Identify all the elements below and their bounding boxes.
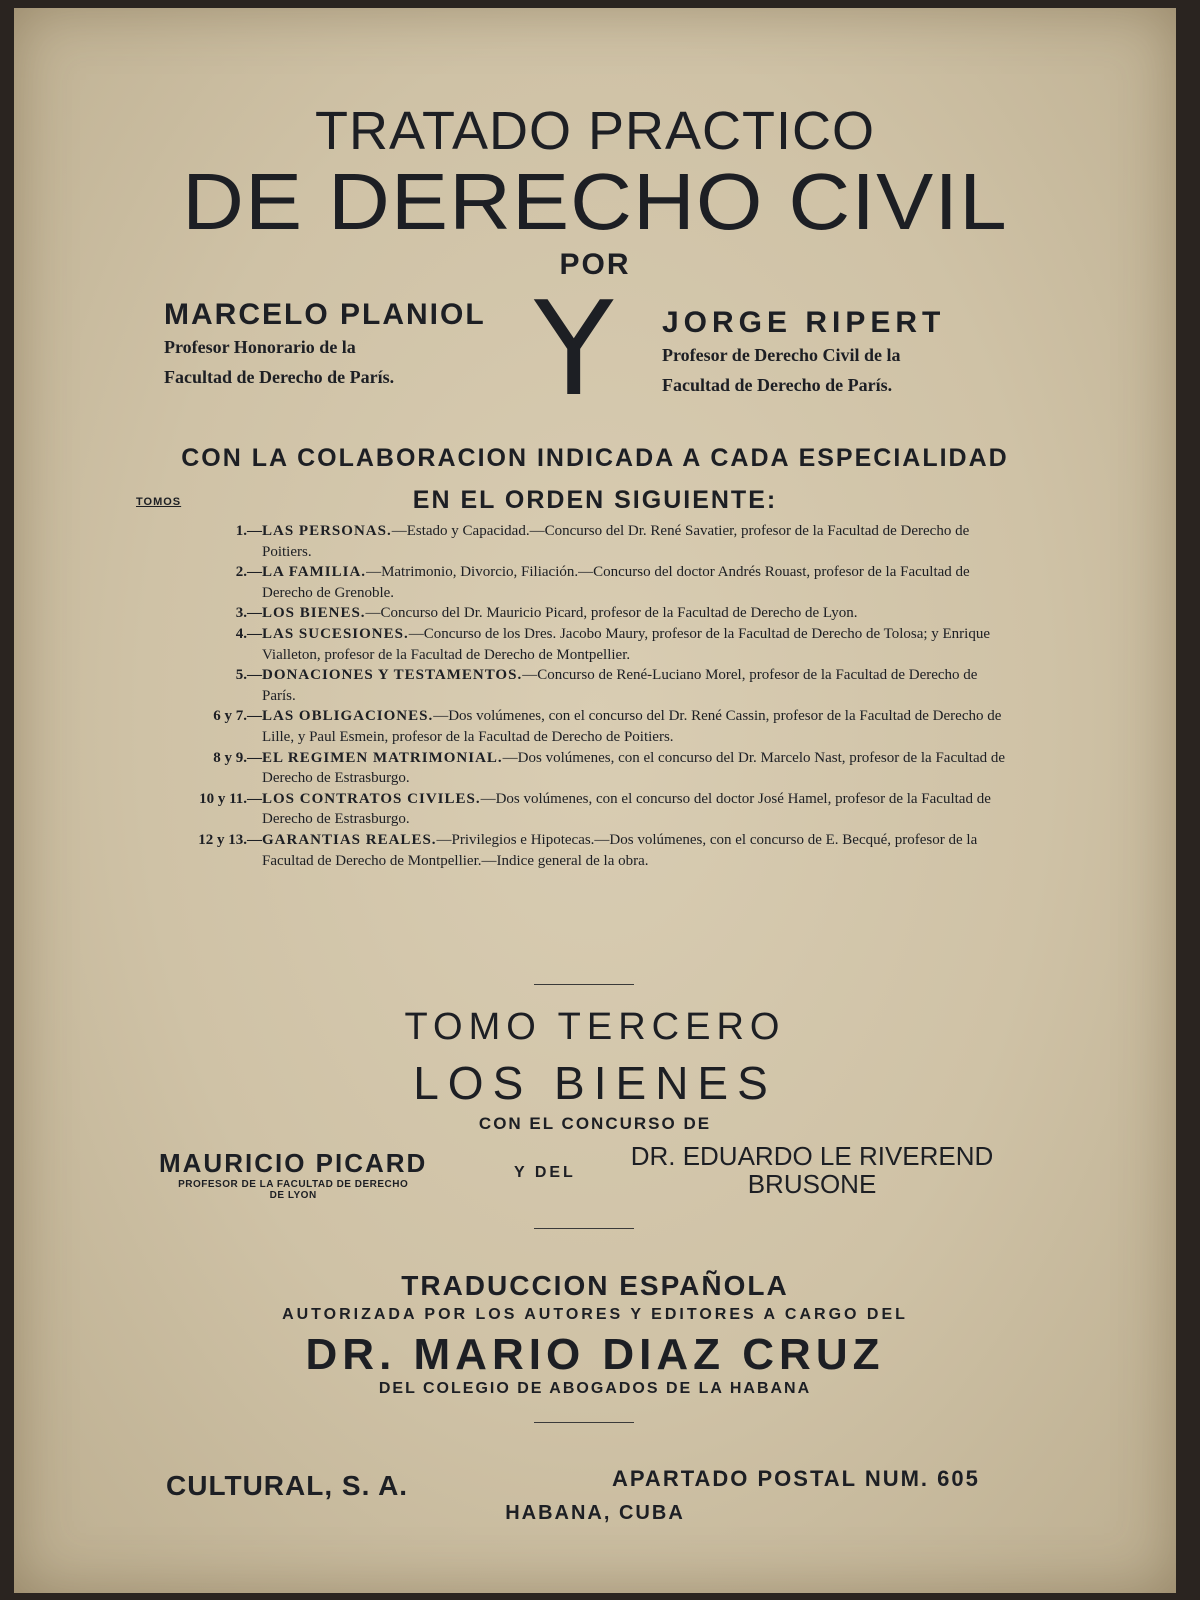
volume-number: 2.— — [235, 564, 262, 581]
collaboration-line-2: EN EL ORDEN SIGUIENTE: — [412, 486, 778, 514]
volume-title: LOS BIENES. — [262, 605, 366, 622]
title-line-2: DE DERECHO CIVIL — [182, 157, 1008, 246]
volume-entry — [164, 789, 1014, 830]
y-del-label: Y DEL — [514, 1164, 576, 1181]
volume-number: 3.— — [235, 605, 262, 622]
volume-description: —Concurso de René-Luciano Morel, profesor de la Facultad de Derecho de París. — [262, 667, 978, 704]
tomo-number: TOMO TERCERO — [404, 1006, 786, 1048]
translator-affiliation: DEL COLEGIO DE ABOGADOS DE LA HABANA — [378, 1380, 812, 1397]
volume-entry — [164, 521, 1014, 562]
concurso-label: CON EL CONCURSO DE — [478, 1114, 712, 1133]
author-affiliation-1: Profesor Honorario de la — [164, 337, 356, 357]
contributor-name: MAURICIO PICARD — [159, 1148, 428, 1178]
translator-name: DR. MARIO DIAZ CRUZ — [305, 1330, 885, 1379]
tomo-title: LOS BIENES — [413, 1057, 777, 1109]
volume-number: 6 y 7.— — [213, 708, 262, 725]
divider — [534, 984, 634, 985]
title-page — [14, 8, 1176, 1593]
volume-title: DONACIONES Y TESTAMENTOS. — [262, 667, 523, 684]
author-affiliation-2: Facultad de Derecho de París. — [164, 367, 395, 387]
divider — [534, 1422, 634, 1423]
volume-title: GARANTIAS REALES. — [262, 831, 437, 848]
volume-title: LAS SUCESIONES. — [262, 625, 409, 642]
volume-list — [164, 521, 1014, 871]
conjunction-y: Y — [534, 273, 614, 425]
publisher-name: CULTURAL, S. A. — [166, 1470, 409, 1501]
collaboration-line-1: CON LA COLABORACION INDICADA A CADA ESPECIALIDAD — [181, 444, 1009, 472]
volume-entry — [164, 624, 1014, 665]
volume-title: LOS CONTRATOS CIVILES. — [262, 790, 481, 807]
contributor-affiliation-1: PROFESOR DE LA FACULTAD DE DERECHO — [178, 1179, 409, 1190]
volume-description: —Dos volúmenes, con el concurso del doctor José Hamel, profesor de la Facultad de Derecho de Estrasburgo. — [262, 790, 991, 828]
volume-number: 4.— — [235, 625, 262, 642]
volume-entry — [164, 706, 1014, 747]
translation-authorization: AUTORIZADA POR LOS AUTORES Y EDITORES A CARGO DEL — [282, 1306, 908, 1323]
volume-description: —Concurso del Dr. Mauricio Picard, profesor de la Facultad de Derecho de Lyon. — [365, 605, 858, 622]
volume-description: —Matrimonio, Divorcio, Filiación.—Concurso del doctor Andrés Rouast, profesor de la Facultad de Derecho de Grenoble. — [262, 564, 970, 601]
author-planiol — [164, 298, 486, 392]
volume-entry — [164, 830, 1014, 871]
author-ripert — [662, 306, 945, 400]
tomos-label: TOMOS — [136, 496, 182, 508]
volume-title: LAS OBLIGACIONES. — [262, 708, 434, 725]
author-name: MARCELO PLANIOL — [164, 298, 486, 331]
volume-description: —Estado y Capacidad.—Concurso del Dr. René Savatier, profesor de la Facultad de Derecho de Poitiers. — [262, 523, 970, 560]
volume-description: —Dos volúmenes, con el concurso del Dr. Marcelo Nast, profesor de la Facultad de Derecho de Estrasburgo. — [262, 749, 1006, 787]
volume-description: —Concurso de los Dres. Jacobo Maury, profesor de la Facultad de Derecho de Tolosa; y Enrique Vialleton, profesor de la Facultad de Derecho de Montpellier. — [262, 625, 991, 663]
volume-entry — [164, 603, 1014, 624]
volume-description: —Privilegios e Hipotecas.—Dos volúmenes, con el concurso de E. Becqué, profesor de la Facultad de Derecho de Montpellier.—Indice general de la obra. — [262, 831, 978, 869]
by-label: POR — [559, 248, 631, 281]
volume-number: 1.— — [235, 523, 262, 539]
contributor-name-2: BRUSONE — [747, 1169, 877, 1199]
volume-entry — [164, 665, 1014, 706]
volume-number: 8 y 9.— — [213, 749, 262, 766]
author-affiliation-2: Facultad de Derecho de París. — [662, 375, 893, 395]
volume-entry — [164, 748, 1014, 789]
author-name: JORGE RIPERT — [662, 306, 946, 339]
volume-number: 5.— — [235, 667, 262, 684]
volume-number: 12 y 13.— — [198, 831, 262, 848]
volume-title: LAS PERSONAS. — [262, 523, 392, 539]
volume-description: —Dos volúmenes, con el concurso del Dr. René Cassin, profesor de la Facultad de Derecho de Lille, y Paul Esmein, profesor de la Facultad de Derecho de Poitiers. — [262, 708, 1002, 745]
contributor-name-1: DR. EDUARDO LE RIVEREND — [630, 1141, 994, 1171]
volume-title: EL REGIMEN MATRIMONIAL. — [262, 749, 503, 766]
publisher-address: APARTADO POSTAL NUM. 605 — [612, 1466, 980, 1491]
contributor-le-riverend — [622, 1142, 1002, 1198]
divider — [534, 1228, 634, 1229]
contributor-picard — [159, 1148, 427, 1201]
publisher-city: HABANA, CUBA — [505, 1502, 685, 1524]
author-affiliation-1: Profesor de Derecho Civil de la — [662, 345, 901, 365]
volume-number: 10 y 11.— — [199, 790, 262, 807]
translation-title: TRADUCCION ESPAÑOLA — [401, 1270, 789, 1301]
title-line-1: TRATADO PRACTICO — [314, 101, 875, 161]
volume-entry — [164, 562, 1014, 603]
volume-title: LA FAMILIA. — [262, 564, 367, 581]
contributor-affiliation-2: DE LYON — [269, 1190, 317, 1201]
